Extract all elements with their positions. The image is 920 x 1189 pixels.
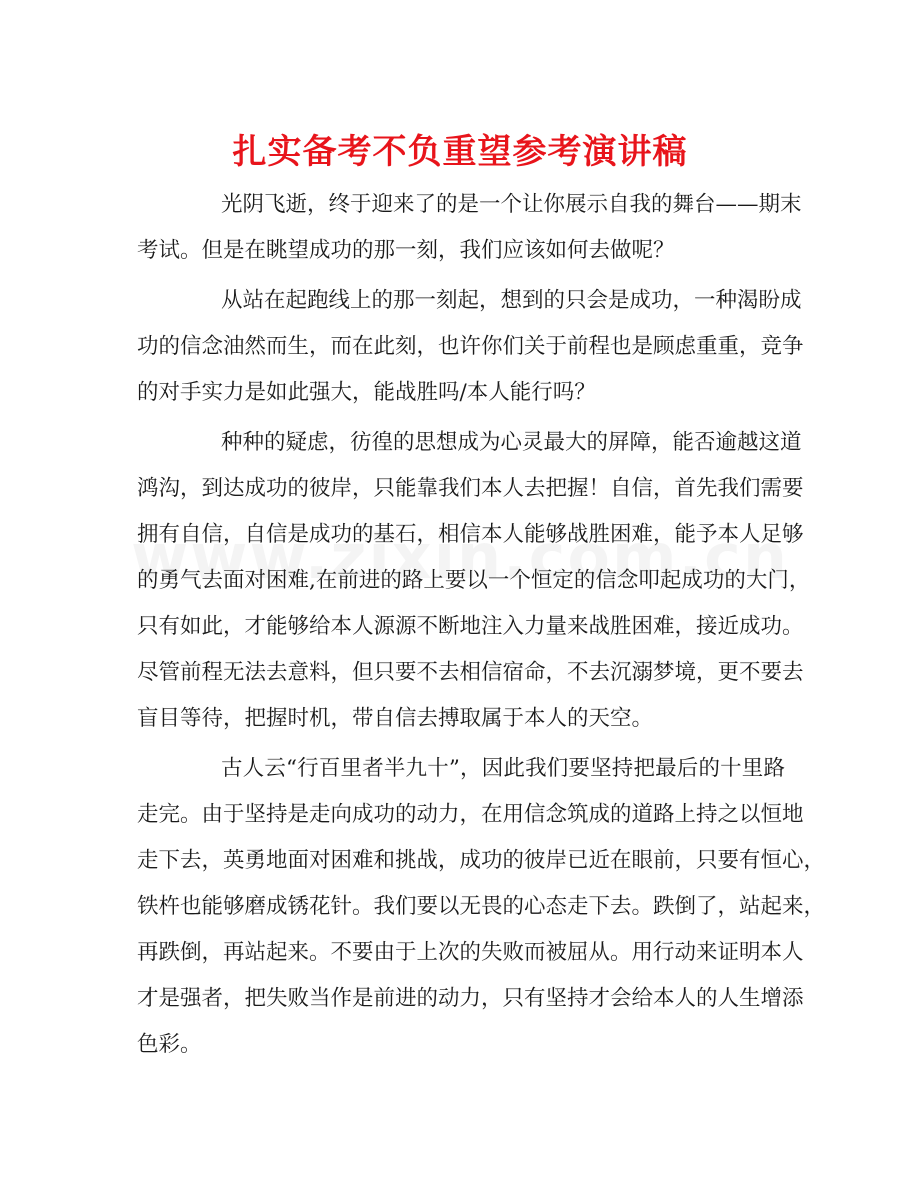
text-line: 拥有自信，自信是成功的基石，相信本人能够战胜困难，能予本人足够	[137, 522, 804, 547]
text-line: 古人云“行百里者半九十”，因此我们要坚持把最后的十里路	[221, 756, 785, 781]
text-line: 功的信念油然而生，而在此刻，也许你们关于前程也是顾虑重重，竞争	[137, 334, 804, 359]
text-line: 尽管前程无法去意料，但只要不去相信宿命，不去沉溺梦境，更不要去	[137, 660, 804, 685]
text-line: 鸿沟，到达成功的彼岸，只能靠我们本人去把握！自信，首先我们需要	[137, 476, 804, 501]
document-title: 扎实备考不负重望参考演讲稿	[232, 132, 688, 172]
paragraph	[137, 280, 804, 418]
text-line: 走完。由于坚持是走向成功的动力，在用信念筑成的道路上持之以恒地	[137, 802, 804, 827]
text-line: 从站在起跑线上的那一刻起，想到的只会是成功，一种渴盼成	[221, 288, 802, 313]
text-line: 色彩。	[137, 1032, 202, 1057]
text-line: 走下去，英勇地面对困难和挑战，成功的彼岸已近在眼前，只要有恒心，	[137, 848, 826, 873]
document-body	[137, 184, 826, 1074]
text-line: 盲目等待，把握时机，带自信去搏取属于本人的天空。	[137, 706, 654, 731]
text-line: 的勇气去面对困难,在前进的路上要以一个恒定的信念叩起成功的大门，	[137, 568, 811, 593]
text-line: 考试。但是在眺望成功的那一刻，我们应该如何去做呢？	[137, 238, 675, 263]
paragraph	[137, 748, 826, 1070]
text-line: 种种的疑虑，彷徨的思想成为心灵最大的屏障，能否逾越这道	[221, 430, 802, 455]
paragraph	[137, 422, 811, 744]
text-line: 的对手实力是如此强大，能战胜吗/本人能行吗？	[137, 380, 596, 405]
text-line: 才是强者，把失败当作是前进的动力，只有坚持才会给本人的人生增添	[137, 986, 804, 1011]
text-line: 只有如此，才能够给本人源源不断地注入力量来战胜困难，接近成功。	[137, 614, 804, 639]
paragraph	[137, 184, 802, 276]
text-line: 光阴飞逝，终于迎来了的是一个让你展示自我的舞台——期末	[221, 192, 802, 217]
text-line: 再跌倒，再站起来。不要由于上次的失败而被屈从。用行动来证明本人	[137, 940, 804, 965]
text-line: 铁杵也能够磨成锈花针。我们要以无畏的心态走下去。跌倒了，站起来，	[137, 894, 826, 919]
